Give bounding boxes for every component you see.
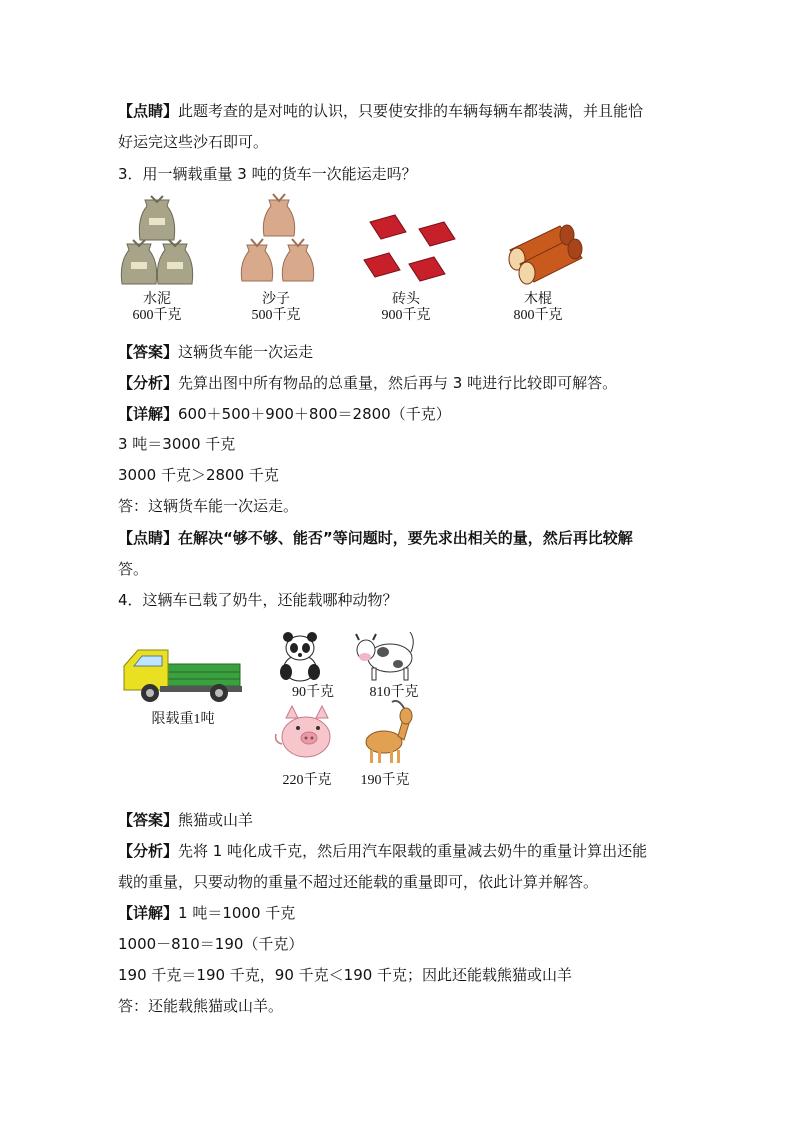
pig-weight: 220千克 (282, 773, 332, 788)
question-4: 4．这辆车已载了奶牛，还能载哪种动物？ (118, 591, 398, 609)
q4-line-c: 答：还能载熊猫或山羊。 (118, 997, 284, 1015)
panda-weight: 90千克 (292, 685, 334, 700)
truck-label: 限载重1吨 (151, 712, 215, 727)
answer-tag: 【答案】 (118, 811, 179, 829)
q4-line-a: 1000－810＝190（千克） (118, 935, 304, 953)
q4-detail (118, 903, 295, 923)
answer-text: 熊猫或山羊 (178, 811, 254, 829)
q4-line-b: 190 千克＝190 千克，90 千克＜190 千克；因此还能载熊猫或山羊 (118, 966, 573, 984)
q4-analysis-cont: 载的重量，只要动物的重量不超过还能载的重量即可，依此计算并解答。 (118, 873, 599, 891)
dianjing-text: 此题考查的是对吨的认识，只要使安排的车辆每辆车都装满，并且能恰 (178, 102, 644, 120)
dianjing-tag: 【点睛】 (118, 102, 179, 120)
item-sand-weight: 500千克 (251, 308, 301, 323)
truck-icon (124, 650, 242, 702)
analysis-text: 先将 1 吨化成千克，然后用汽车限载的重量减去奶牛的重量计算出还能 (178, 842, 648, 860)
detail-text: 1 吨＝1000 千克 (178, 904, 296, 922)
detail-tag: 【详解】 (118, 405, 179, 423)
item-sand-name: 沙子 (262, 292, 290, 307)
detail-tag: 【详解】 (118, 904, 179, 922)
item-cement-name: 水泥 (143, 292, 171, 307)
dianjing-text: 在解决“够不够、能否”等问题时，要先求出相关的量，然后再比较解 (178, 529, 633, 547)
item-cement-weight: 600千克 (132, 308, 182, 323)
goat-icon (366, 701, 412, 763)
q3-line-b: 3000 千克＞2800 千克 (118, 466, 279, 484)
panda-icon (280, 632, 320, 681)
answer-tag: 【答案】 (118, 343, 179, 361)
goat-weight: 190千克 (360, 773, 410, 788)
analysis-tag: 【分析】 (118, 374, 179, 392)
cow-icon (356, 632, 413, 680)
question-3: 3．用一辆载重量 3 吨的货车一次能运走吗？ (118, 165, 417, 183)
item-log-name: 木棍 (524, 292, 552, 307)
q3-line-a: 3 吨＝3000 千克 (118, 435, 236, 453)
pig-icon (276, 706, 330, 757)
q3-dianjing-cont: 答。 (118, 560, 149, 578)
analysis-text: 先算出图中所有物品的总重量，然后再与 3 吨进行比较即可解答。 (178, 374, 618, 392)
q4-answer (118, 810, 253, 830)
item-log-weight: 800千克 (513, 308, 563, 323)
q4-analysis (118, 841, 647, 861)
item-brick-weight: 900千克 (381, 308, 431, 323)
dianjing-text-cont: 好运完这些沙石即可。 (118, 133, 269, 151)
detail-text: 600＋500＋900＋800＝2800（千克） (178, 405, 451, 423)
analysis-tag: 【分析】 (118, 842, 179, 860)
item-brick-name: 砖头 (392, 292, 420, 307)
dianjing-tag: 【点睛】 (118, 529, 179, 547)
cow-weight: 810千克 (369, 685, 419, 700)
answer-text: 这辆货车能一次运走 (178, 343, 314, 361)
q3-line-c: 答：这辆货车能一次运走。 (118, 497, 299, 515)
